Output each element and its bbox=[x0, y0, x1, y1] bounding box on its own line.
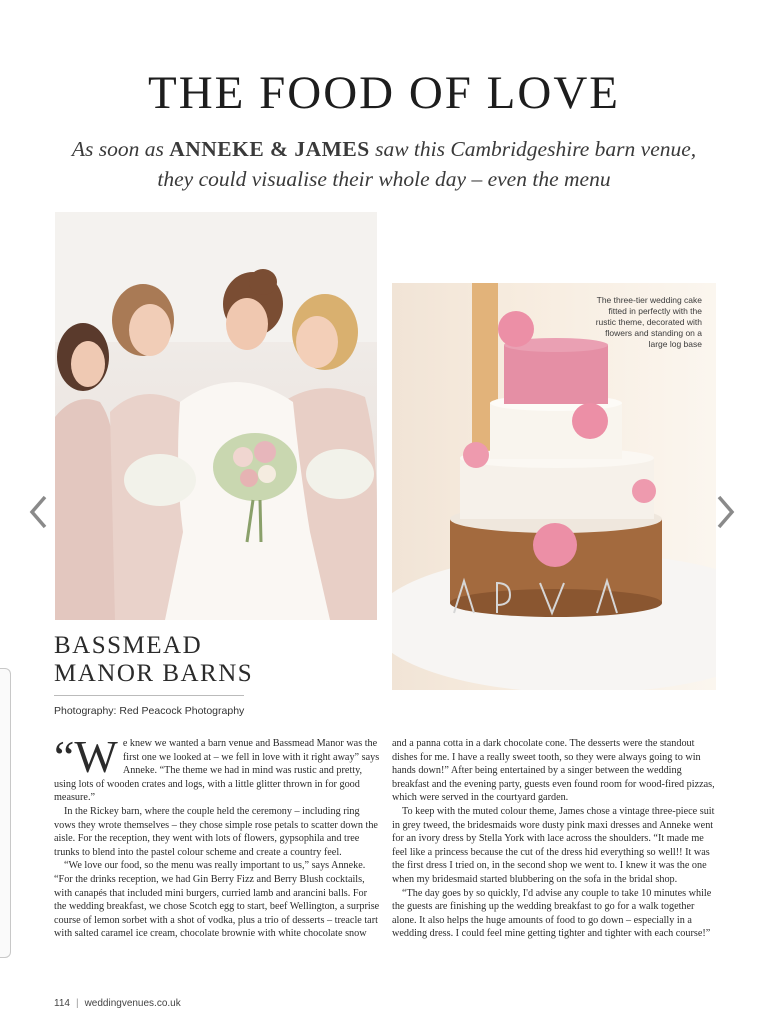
standfirst-intro: As soon as bbox=[71, 137, 170, 161]
previous-page-button[interactable] bbox=[24, 490, 52, 534]
website[interactable]: weddingvenues.co.uk bbox=[84, 998, 181, 1009]
photo-credit: Photography: Red Peacock Photography bbox=[54, 705, 245, 717]
bridal-party-illustration bbox=[55, 212, 377, 620]
article-paragraph: “The day goes by so quickly, I'd advise any couple to take 10 minutes while the guests are finishing up the wedding breakfast to go for a walk together alone. It also helps the huge amounts of food to go down – especially in a wedding dress. I could feel mine getting tighter and tighter with each course!” bbox=[392, 887, 712, 940]
venue-name bbox=[54, 632, 253, 688]
article-paragraph: To keep with the muted colour theme, James chose a vintage three-piece suit in grey tweed, the bridesmaids wore dusty pink maxi dresses and Anneke went for an ivory dress by Stella York with lace across the shoulders. “It made me feel like a princess because the cut of the dress hid everything so well!! It was the first dress I tried on, in the second shop we went to. I knew it was the one when my bridesmaid started blubbering on the sofa in the bridal shop. bbox=[392, 805, 715, 885]
footer-separator: | bbox=[75, 998, 79, 1009]
chevron-right-icon bbox=[716, 494, 736, 530]
headline: THE FOOD OF LOVE bbox=[148, 67, 620, 119]
article-paragraph: In the Rickey barn, where the couple held the ceremony – including ring vows they wrote themselves – they chose simple rose petals to scatter down the aisle. For the reception, they went with lots of flowers, gypsophila and tree trunks to blend into the pastel colour scheme and create a country feel. bbox=[54, 805, 378, 858]
venue-name-line2: MANOR BARNS bbox=[54, 660, 254, 687]
standfirst bbox=[70, 134, 698, 194]
bridal-party-photo bbox=[55, 212, 377, 620]
divider bbox=[54, 695, 244, 696]
article-column-left bbox=[54, 731, 380, 941]
article-column-right bbox=[392, 737, 718, 941]
article-paragraph bbox=[54, 731, 380, 805]
drop-cap: “W bbox=[54, 731, 118, 782]
standfirst-rest: saw this Cambridgeshire barn venue, they could visualise their whole day – even the menu bbox=[157, 137, 697, 191]
venue-name-line1: BASSMEAD bbox=[54, 632, 203, 659]
article-paragraph: “We love our food, so the menu was really important to us,” says Anneke. “For the drinks reception, we had Gin Berry Fizz and Berry Blush cocktails, with canapés that included mini burgers, curried lamb and arancini balls. For the wedding breakfast, we chose Scotch egg to start, beef Wellington, a surprise course of lemon sorbet with a shot of vodka, plus a trio of desserts – treacle tart with salted caramel ice cream, chocolate brownie with white chocolate snow bbox=[54, 860, 380, 940]
next-page-button[interactable] bbox=[712, 490, 740, 534]
side-tab[interactable] bbox=[0, 668, 11, 958]
wedding-cake-photo bbox=[392, 283, 716, 690]
cake-caption: The three-tier wedding cake fitted in perfectly with the rustic theme, decorated with flowers and standing on a large log base bbox=[595, 295, 702, 349]
article-paragraph: and a panna cotta in a dark chocolate cone. The desserts were the standout dishes for me. I have a really sweet tooth, so they were always going to win hands down!” After being entertained by a singer between the wedding breakfast and the evening party, guests even found room for wood-fired pizzas, which were served in the courtyard garden. bbox=[392, 738, 715, 804]
chevron-left-icon bbox=[28, 494, 48, 530]
couple-names: ANNEKE & JAMES bbox=[169, 137, 370, 161]
paragraph-text: e knew we wanted a barn venue and Bassmead Manor was the first one we looked at – we fell in love with it right away” says Anneke. “The theme we had in mind was rustic and pretty, using lots of wooden crates and logs, with a little glitter thrown in for good measure.” bbox=[54, 738, 380, 804]
page-number: 114 bbox=[54, 998, 70, 1009]
page-footer bbox=[54, 998, 181, 1009]
